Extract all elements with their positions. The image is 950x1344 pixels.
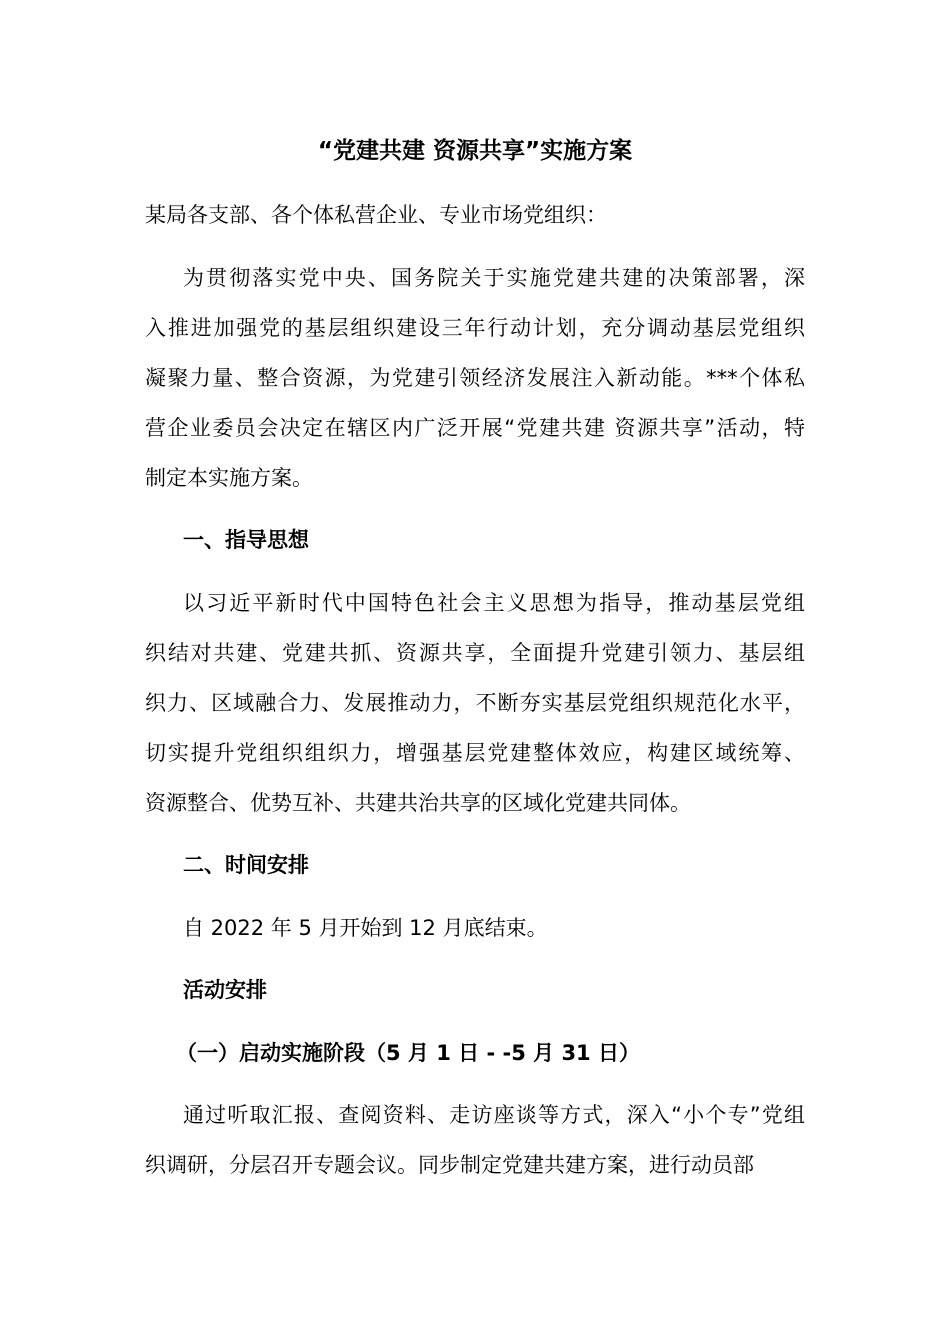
subsection-heading: （一）启动实施阶段（5 月 1 日 - -5 月 31 日） bbox=[176, 1041, 640, 1065]
section-heading: 二、时间安排 bbox=[183, 853, 309, 877]
section-heading: 活动安排 bbox=[183, 978, 267, 1002]
intro-line: 入推进加强党的基层组织建设三年行动计划，充分调动基层党组织 bbox=[145, 316, 805, 340]
intro-line: 营企业委员会决定在辖区内广泛开展“党建共建 资源共享”活动，特 bbox=[145, 416, 805, 440]
section1-line: 织结对共建、党建共抓、资源共享，全面提升党建引领力、基层组 bbox=[145, 641, 805, 665]
section1-line: 资源整合、优势互补、共建共治共享的区域化党建共同体。 bbox=[145, 791, 691, 815]
section1-line: 织力、区域融合力、发展推动力，不断夯实基层党组织规范化水平， bbox=[145, 691, 805, 715]
section1-line: 切实提升党组织组织力，增强基层党建整体效应，构建区域统筹、 bbox=[145, 741, 805, 765]
subsection-line: 织调研，分层召开专题会议。同步制定党建共建方案，进行动员部 bbox=[145, 1153, 754, 1177]
section1-line: 以习近平新时代中国特色社会主义思想为指导，推动基层党组 bbox=[183, 591, 805, 615]
greeting: 某局各支部、各个体私营企业、专业市场党组织： bbox=[145, 203, 607, 227]
subsection-line: 通过听取汇报、查阅资料、走访座谈等方式，深入“小个专”党组 bbox=[183, 1103, 805, 1127]
intro-line: 凝聚力量、整合资源，为党建引领经济发展注入新动能。***个体私 bbox=[145, 366, 805, 390]
document-title: “党建共建 资源共享”实施方案 bbox=[317, 138, 633, 164]
intro-line: 制定本实施方案。 bbox=[145, 466, 313, 490]
intro-line: 为贯彻落实党中央、国务院关于实施党建共建的决策部署，深 bbox=[183, 266, 805, 290]
section2-text: 自 2022 年 5 月开始到 12 月底结束。 bbox=[183, 916, 548, 940]
section-heading: 一、指导思想 bbox=[183, 528, 309, 552]
